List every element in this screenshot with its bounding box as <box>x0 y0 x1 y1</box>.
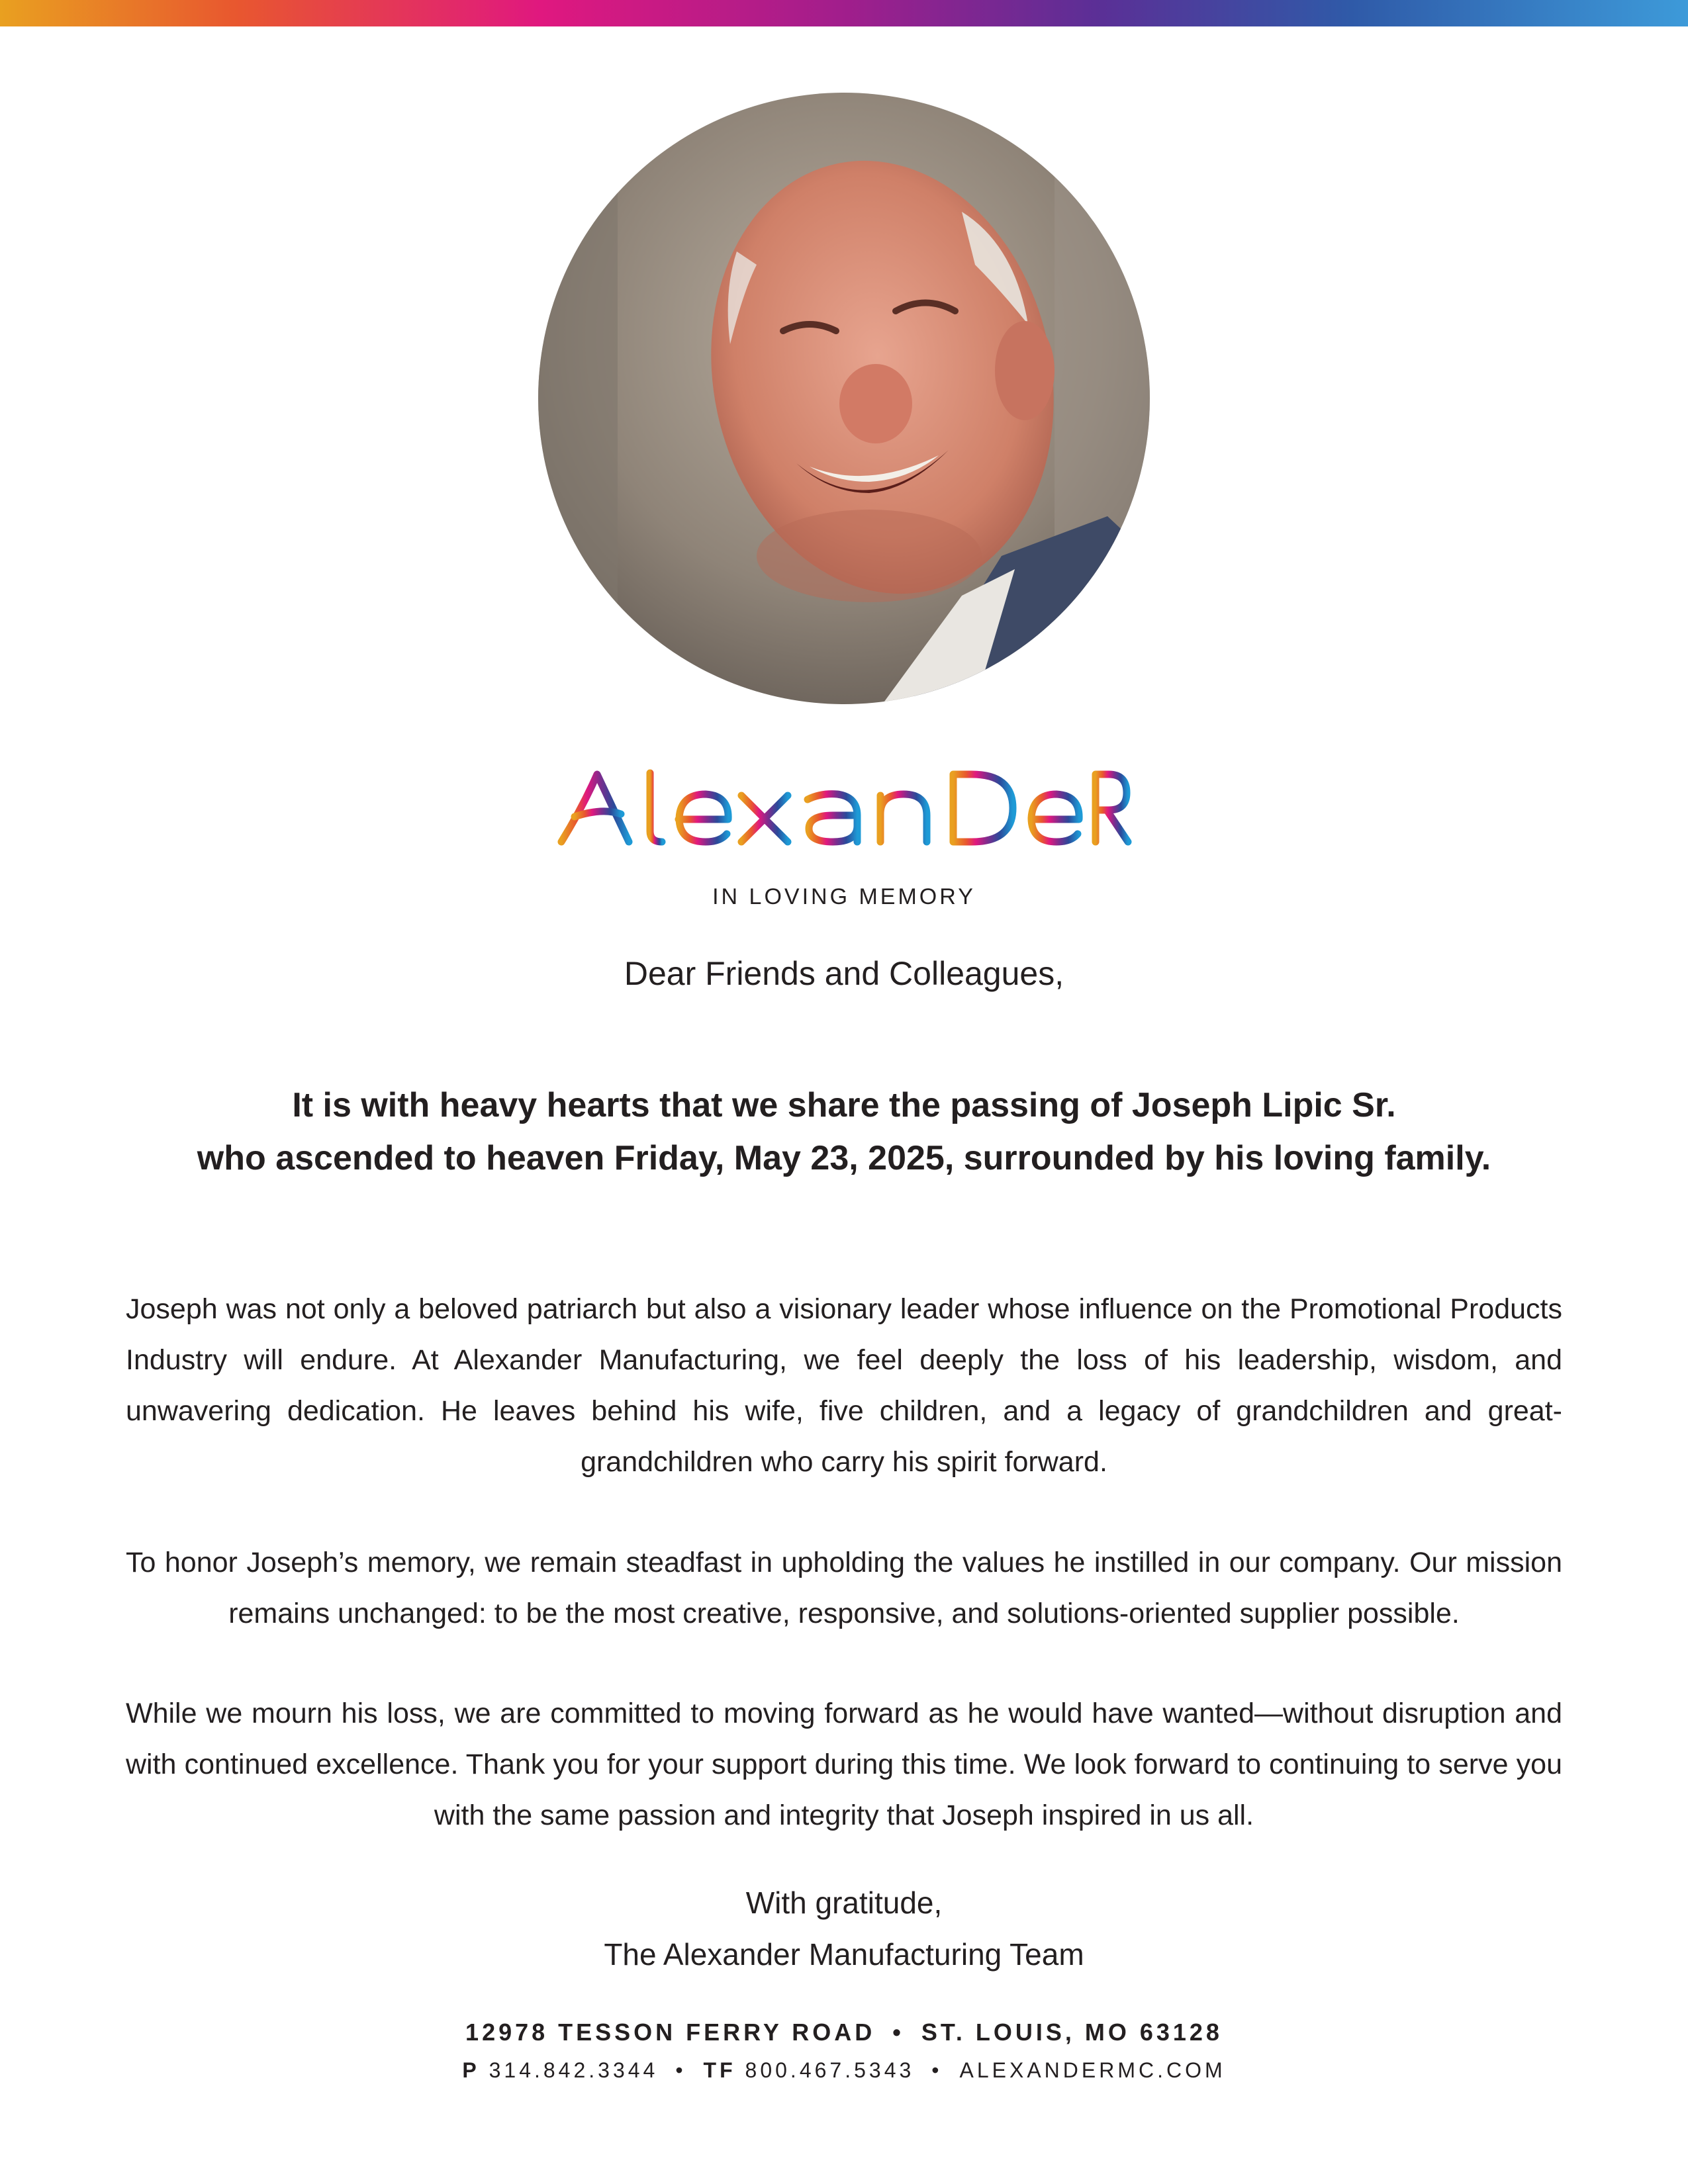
street-address: 12978 TESSON FERRY ROAD <box>465 2019 876 2046</box>
signoff <box>0 1877 1688 1980</box>
portrait-photo <box>538 93 1150 704</box>
footer-address <box>0 2019 1688 2046</box>
separator-dot: • <box>675 2058 686 2082</box>
alexander-logo <box>556 768 1132 847</box>
greeting: Dear Friends and Colleagues, <box>624 955 1064 992</box>
portrait-photo-icon <box>538 93 1150 704</box>
closing: With gratitude, <box>745 1886 943 1920</box>
alexander-logo-mark <box>556 768 1132 847</box>
phone-label: P <box>462 2058 480 2082</box>
separator-dot: • <box>892 2019 904 2046</box>
separator-dot: • <box>931 2058 943 2082</box>
website: ALEXANDERMC.COM <box>959 2058 1226 2082</box>
tollfree-label: TF <box>703 2058 736 2082</box>
in-loving-memory-label: IN LOVING MEMORY <box>712 884 976 909</box>
paragraph-moving-forward: While we mourn his loss, we are committed to moving forward as he would have wanted—without disruption and with continued excellence. Thank you for your support during this time. We look forward to continuing to serve you with the same passion and integrity that Joseph inspired in us all. <box>126 1698 1562 1831</box>
paragraph-values: To honor Joseph’s memory, we remain steadfast in upholding the values he instilled in our company. Our mission remains unchanged: to be the most creative, responsive, and solutions-oriented supplier possible. <box>126 1547 1562 1629</box>
headline-line-1: It is with heavy hearts that we share the passing of Joseph Lipic Sr. <box>292 1086 1396 1124</box>
footer-contact <box>0 2058 1688 2083</box>
top-gradient-bar <box>0 0 1688 26</box>
signature: The Alexander Manufacturing Team <box>604 1937 1084 1972</box>
announcement-headline <box>0 1079 1688 1185</box>
city-state-zip: ST. LOUIS, MO 63128 <box>921 2019 1223 2046</box>
paragraph-legacy: Joseph was not only a beloved patriarch but also a visionary leader whose influence on the Promotional Products Industry will endure. At Alexander Manufacturing, we feel deeply the loss of his leadership, wisdom, and unwavering dedication. He leaves behind his wife, five children, and a legacy of grandchildren and great-grandchildren who carry his spirit forward. <box>126 1293 1562 1478</box>
phone-number: 314.842.3344 <box>489 2058 659 2082</box>
tollfree-number: 800.467.5343 <box>745 2058 915 2082</box>
headline-line-2: who ascended to heaven Friday, May 23, 2025, surrounded by his loving family. <box>197 1139 1491 1177</box>
